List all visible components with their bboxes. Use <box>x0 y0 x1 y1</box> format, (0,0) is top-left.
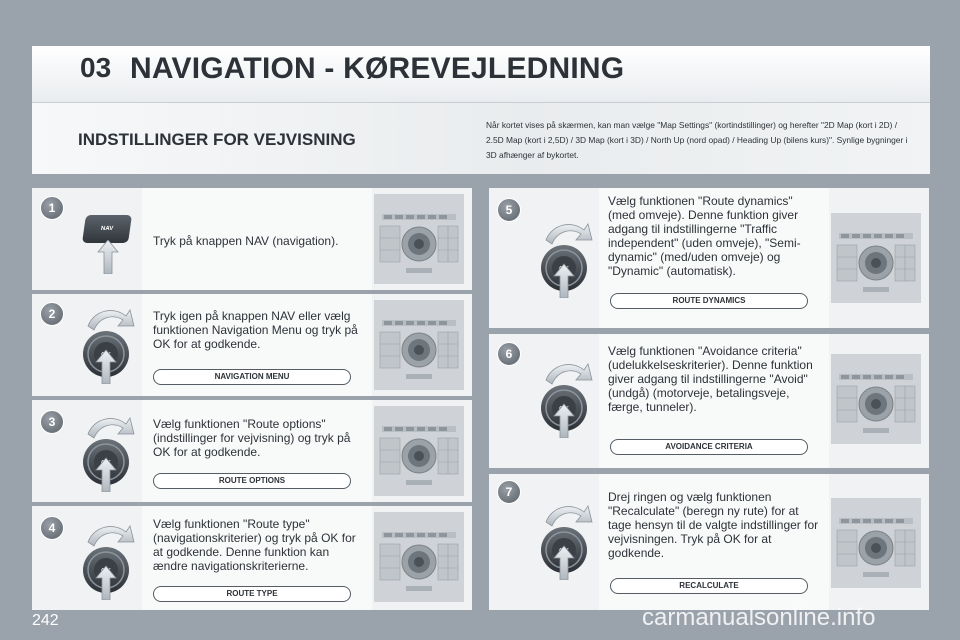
menu-label-route-type: ROUTE TYPE <box>153 586 351 602</box>
step-number-badge: 7 <box>497 480 521 504</box>
menu-label-navigation-menu: NAVIGATION MENU <box>153 369 351 385</box>
step-text: Vælg funktionen "Route type" (navigationskriterier) og tryk på OK for at godkende. Denne funktion kan ændre navigationskriterierne. <box>153 517 356 573</box>
step-text: Tryk igen på knappen NAV eller vælg funktionen Navigation Menu og tryk på OK for at godkende. <box>153 309 358 351</box>
header-divider <box>32 102 930 103</box>
console-photo <box>374 300 464 390</box>
menu-label-avoidance-criteria: AVOIDANCE CRITERIA <box>610 439 808 455</box>
chapter-number: 03 <box>80 52 112 83</box>
page-number: 242 <box>32 612 59 629</box>
step-text: Vælg funktionen "Route options" (indstillinger for vejvisning) og tryk på OK for at godkende. <box>153 417 351 459</box>
console-photo <box>831 354 921 444</box>
press-arrow-icon <box>96 240 120 274</box>
console-photo <box>374 406 464 496</box>
rotary-knob-icon <box>74 520 144 600</box>
step-text: Tryk på knappen NAV (navigation). <box>153 234 339 248</box>
rotary-knob-icon <box>74 412 144 492</box>
rotary-knob-icon <box>532 358 602 438</box>
step-number-badge: 5 <box>497 198 521 222</box>
menu-label-route-options: ROUTE OPTIONS <box>153 473 351 489</box>
menu-label-route-dynamics: ROUTE DYNAMICS <box>610 293 808 309</box>
console-photo <box>831 498 921 588</box>
menu-label-recalculate: RECALCULATE <box>610 578 808 594</box>
step-number-badge: 4 <box>40 516 64 540</box>
rotary-knob-icon <box>532 500 602 580</box>
section-title: INDSTILLINGER FOR VEJVISNING <box>78 130 356 149</box>
step-number-badge: 6 <box>497 342 521 366</box>
step-number-badge: 1 <box>40 196 64 220</box>
console-photo <box>374 194 464 284</box>
console-photo <box>374 512 464 602</box>
page-title: NAVIGATION - KØREVEJLEDNING <box>130 52 625 85</box>
rotary-knob-icon <box>74 304 144 384</box>
step-number-badge: 3 <box>40 410 64 434</box>
step-text: Drej ringen og vælg funktionen "Recalculate" (beregn ny rute) for at tage hensyn til de valgte indstillinger for vejvisningen. Tryk på OK for at godkende. <box>608 490 819 560</box>
rotary-knob-icon <box>532 218 602 298</box>
watermark: carmanualsonline.info <box>642 604 876 631</box>
step-text: Vælg funktionen "Avoidance criteria" (udelukkelseskriterier). Denne funktion giver adgang til indstillingerne "Avoid" (undgå) (motorveje, betalingsveje, færge, tunneler). <box>608 344 813 414</box>
step-text: Vælg funktionen "Route dynamics" (med omveje). Denne funktion giver adgang til indstillingerne "Traffic independent" (uden omveje), "Semi-dynamic" (med/uden omveje) og "Dynamic" (automatisk). <box>608 194 801 278</box>
nav-button-icon: NAV <box>82 215 132 243</box>
intro-text: Når kortet vises på skærmen, kan man vælge "Map Settings" (kortindstillinger) og herefter "2D Map (kort i 2D) / 2.5D Map (kort i 2,5D) / 3D Map (kort i 3D) / North Up (nord opad) / Heading Up (bilens kurs)". Synlige bygninger i 3D afhænger af bykortet. <box>486 120 908 160</box>
step-number-badge: 2 <box>40 302 64 326</box>
console-photo <box>831 213 921 303</box>
